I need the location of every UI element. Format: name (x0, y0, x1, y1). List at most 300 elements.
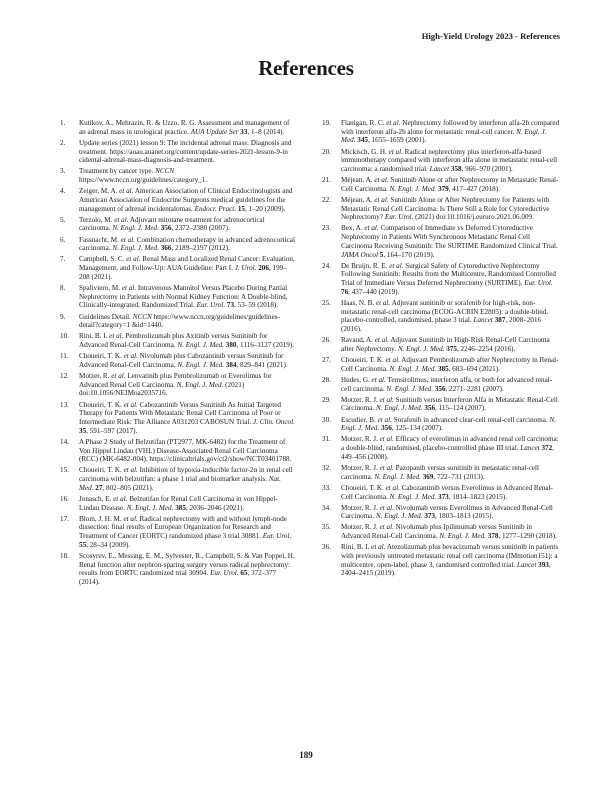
reference-title: Sunitinib Alone or After Nephrectomy for Patients with Metastatic Renal Cell Carcinoma: Is There Still a Role for Cytoreductive Nephrectomy? (341, 195, 550, 222)
reference-item (60, 119, 295, 136)
reference-title: Inhibition of hypoxia-inducible factor-2α in renal cell carcinoma with belzutifan: a phase 1 trial and biomarker analysis. (79, 466, 293, 484)
reference-number: 16. (60, 494, 69, 503)
reference-number: 20. (322, 147, 331, 156)
reference-number: 6. (60, 235, 66, 244)
reference-text (341, 435, 560, 461)
reference-volume: 369 (422, 472, 434, 481)
reference-et-al: et al. (111, 371, 126, 380)
reference-text (341, 543, 560, 578)
reference-text (79, 236, 295, 253)
reference-item (60, 466, 295, 492)
reference-text (341, 523, 560, 540)
reference-journal: Eur. Urol. (524, 279, 553, 288)
reference-number: 7. (60, 255, 66, 264)
reference-et-al: et al. (119, 187, 134, 196)
running-header: High-Yield Urology 2023 - References (421, 31, 560, 41)
reference-et-al: et al. (386, 119, 401, 127)
reference-number: 34. (322, 503, 331, 512)
reference-item (60, 255, 295, 281)
reference-text (341, 356, 560, 373)
reference-volume: 379 (438, 184, 449, 193)
reference-volume: 76 (341, 287, 349, 296)
reference-authors-title: Fassnacht, M. (79, 235, 121, 244)
reference-authors-title: Terzolo, M. (79, 215, 115, 224)
reference-et-al: et al. (123, 352, 138, 361)
reference-pages-year: , 1655–1659 (2001). (368, 136, 427, 145)
reference-pages-year: , 1277–1290 (2018). (498, 532, 557, 541)
reference-item (60, 167, 295, 184)
reference-text (79, 119, 295, 136)
reference-et-al: et al. (379, 503, 394, 512)
reference-journal: N. Engl. J. Med. (374, 472, 421, 481)
reference-journal: N. Engl. J. Med. (439, 532, 486, 541)
reference-journal: N. Engl. J. Med. (112, 244, 159, 253)
reference-item (322, 176, 560, 193)
reference-et-al: et al. (121, 283, 137, 292)
reference-title: Temsirolimus, interferon alfa, or both for advanced renal-cell carcinoma. (341, 375, 553, 393)
reference-et-al: et al. (109, 332, 124, 341)
reference-item (60, 284, 295, 310)
reference-volume: 356 (381, 424, 392, 433)
references-column-left (60, 119, 295, 589)
reference-text (79, 401, 295, 436)
reference-text (341, 299, 560, 334)
reference-volume: 373 (438, 492, 449, 501)
reference-pages-year: https://www.nccn.org/guidelines/category_1. (79, 176, 208, 185)
reference-number: 35. (322, 523, 331, 532)
reference-number: 12. (60, 371, 69, 380)
reference-volume: 373 (424, 512, 436, 521)
reference-title: Nivolumab plus Cabozantinib versus Sunitinib for Advanced Renal-Cell Carcinoma. (79, 352, 284, 369)
reference-text (341, 262, 560, 297)
reference-authors-title: Kutikov, A., Mehrazin, R. & Uzzo, R. G. Assessment and management of an adrenal mass in urological practice. (79, 119, 290, 136)
reference-journal: N. Engl. J. Med. (386, 384, 434, 393)
reference-pages-year: , 125–134 (2007). (391, 424, 443, 433)
reference-title: Renal Mass and Localized Renal Cancer: Evaluation, Management, and Follow-Up: AUA Guideline: Part I. (79, 255, 295, 273)
reference-item (60, 372, 295, 398)
reference-text (341, 376, 560, 393)
reference-title: Cabozantinib versus Everolimus in Advanced Renal-Cell Carcinoma. (341, 483, 553, 501)
reference-number: 28. (322, 375, 331, 384)
reference-item (322, 396, 560, 413)
reference-text (341, 396, 560, 413)
reference-pages-year: , 417–427 (2018). (448, 184, 500, 193)
reference-journal: N. Engl. J. Med. (375, 404, 423, 413)
reference-number: 26. (322, 336, 331, 345)
reference-item (60, 552, 295, 587)
reference-et-al: et al. (374, 176, 389, 185)
reference-authors-title: Scosyrev, E., Messing, E. M., Sylvester, R., Campbell, S. & Van Poppel, H. Renal function after nephron-sparing surgery versus radical nephrectomy: results from EORTC randomized trial 30904. (79, 551, 295, 578)
reference-authors-title: Spaliviero, M. (79, 283, 122, 292)
reference-volume: 384 (225, 360, 237, 369)
reference-text (79, 255, 295, 281)
reference-item (322, 299, 560, 334)
reference-pages-year: , 966–970 (2001). (461, 164, 513, 173)
reference-number: 18. (60, 551, 69, 560)
reference-text (341, 196, 560, 222)
reference-text (341, 119, 560, 145)
reference-authors-title: Motzer, R. J. (341, 523, 380, 532)
reference-authors-title: Motzer, R. J. (341, 395, 380, 404)
reference-item (60, 216, 295, 233)
reference-text (341, 148, 560, 174)
reference-authors-title: Rini, B. I. (341, 543, 372, 552)
reference-item (322, 336, 560, 353)
reference-number: 21. (322, 176, 331, 185)
reference-number: 33. (322, 483, 331, 492)
reference-et-al: et al. (114, 215, 129, 224)
reference-item (322, 484, 560, 501)
reference-pages-year: , 2008–2016 (2016). (341, 316, 542, 334)
reference-journal: N. Engl. J. Med. (176, 380, 224, 389)
reference-number: 11. (60, 352, 69, 361)
reference-pages-year: , 115–124 (2007). (435, 404, 486, 413)
reference-number: 8. (60, 283, 66, 292)
reference-pages-year: , 1803–1813 (2015). (435, 512, 494, 521)
reference-journal: Lancet (429, 164, 450, 173)
reference-item (322, 119, 560, 145)
reference-et-al: et al. (374, 336, 389, 345)
reference-journal: J. Clin. Oncol. (253, 417, 295, 426)
reference-journal: Lancet (516, 560, 537, 569)
reference-et-al: et al. (371, 543, 386, 552)
reference-title: Pazopanib versus sunitinib in metastatic renal-cell carcinoma. (341, 463, 540, 481)
reference-item (322, 464, 560, 481)
reference-title: Lenvatinib plus Pembrolizumab or Everolimus for Advanced Renal Cell Carcinoma. (79, 371, 272, 389)
reference-item (322, 262, 560, 297)
reference-volume: 27 (95, 483, 103, 492)
reference-volume: 387 (494, 316, 506, 325)
reference-number: 15. (60, 466, 69, 475)
reference-volume: 33 (240, 127, 248, 136)
reference-title: Radical nephrectomy plus interferon-alfa-based immunotherapy compared with interferon alfa alone in metastatic renal-cell carcinoma: a randomised trial. (341, 147, 558, 173)
reference-title: Sorafenib in advanced clear-cell renal-cell carcinoma. (391, 415, 550, 424)
reference-title: Pembrolizumab plus Axitinib versus Sunitinib for Advanced Renal-Cell Carcinoma. (79, 332, 268, 350)
reference-title: Cabozantinib Versus Sunitinib As Initial Targeted Therapy for Patients With Metastatic Renal Cell Carcinoma of Poor or Intermediate Risk: The Alliance A031203 CABOSUN Trial. (79, 400, 281, 426)
reference-item (60, 187, 295, 213)
reference-et-al: et al. (388, 147, 403, 156)
reference-pages-year: , 2271–2281 (2007). (445, 384, 504, 393)
reference-authors-title: Méjean, A. (341, 176, 375, 185)
reference-volume: 206 (258, 264, 269, 273)
reference-journal: Eur. Urol. (262, 532, 292, 541)
reference-number: 36. (322, 543, 331, 552)
reference-authors-title: Choueiri, T. K. (341, 356, 386, 365)
reference-journal: Endocr. Pract. (194, 204, 237, 213)
reference-pages-year: , 2372–2380 (2007). (171, 224, 230, 233)
reference-authors-title: Blom, J. H. M. (79, 514, 124, 523)
reference-volume: 358 (450, 164, 462, 173)
reference-et-al: et al. (123, 514, 138, 523)
reference-number: 14. (60, 437, 69, 446)
reference-authors-title: Flanigan, R. C. (341, 119, 387, 127)
reference-volume: 380 (225, 341, 237, 350)
reference-et-al: et al. (379, 523, 394, 532)
reference-number: 17. (60, 514, 69, 523)
page-title: References (258, 56, 354, 80)
reference-pages-year: , 199–208 (2021). (79, 264, 287, 281)
reference-title: Nephrectomy followed by interferon alfa-2b compared with interferon alfa-2b alone for metastatic renal-cell cancer. (341, 119, 560, 136)
reference-authors-title: A Phase 2 Study of Belzutifan (PT2977, MK-6482) for the Treatment of Von Hippel Lindau (VHL) Disease-Associated Renal Cell Carcinoma (RCC) (MK-6482-004). https://clinicaltrials.gov/ct2/show/NCT03401788. (79, 437, 292, 464)
reference-text (341, 336, 560, 353)
reference-journal: Nat. Med. (79, 475, 281, 492)
reference-item (322, 148, 560, 174)
reference-pages-year: , 1–20 (2009). (244, 204, 286, 213)
reference-pages-year: , 1814–1823 (2015). (448, 492, 508, 501)
reference-item (60, 515, 295, 550)
reference-journal: N. Engl. J. Med. (397, 344, 445, 353)
reference-number: 5. (60, 215, 66, 224)
reference-et-al: et al. (385, 356, 400, 365)
reference-authors-title: Méjean, A. (341, 195, 375, 204)
reference-text (79, 332, 295, 349)
reference-item (322, 356, 560, 373)
reference-number: 31. (322, 435, 331, 444)
reference-journal: N. Engl. J. Med. (112, 224, 159, 233)
reference-text (341, 224, 560, 259)
reference-text (79, 438, 295, 464)
reference-volume: 345 (357, 136, 368, 145)
reference-et-al: et al. (379, 435, 394, 444)
reference-title: Radical nephrectomy with and without lymph-node dissection: final results of European Organization for Research and Treatment of Cancer (EORTC) randomized phase 3 trial 30881. (79, 514, 287, 541)
reference-pages-year: , 1116–1127 (2019). (236, 341, 294, 350)
references-column-right (322, 119, 560, 581)
reference-item (322, 224, 560, 259)
reference-et-al: et al. (364, 224, 379, 233)
reference-text (79, 352, 295, 369)
reference-volume: 356 (160, 224, 172, 233)
reference-et-al: et al. (113, 494, 128, 503)
reference-text (341, 484, 560, 501)
reference-pages-year: , 722–731 (2013). (433, 472, 485, 481)
reference-et-al: et al. (123, 466, 138, 475)
reference-volume: 55 (79, 540, 87, 549)
reference-journal: N. Engl. J. Med. (375, 512, 423, 521)
reference-authors-title: Treatment by cancer type. (79, 167, 156, 176)
reference-item (60, 352, 295, 369)
reference-pages-year: , 2404–2415 (2019). (341, 560, 551, 578)
reference-item (60, 139, 295, 165)
reference-authors-title: Motzer, R. (79, 371, 112, 380)
reference-et-al: et al. (120, 235, 135, 244)
reference-title: Combination chemotherapy in advanced adrenocortical carcinoma. (79, 235, 295, 253)
reference-et-al: et al. (375, 299, 391, 307)
reference-text (341, 464, 560, 481)
reference-authors-title: De Bruijn, R. E. (341, 261, 390, 270)
reference-et-al: et al. (379, 463, 394, 472)
reference-number: 1. (60, 119, 66, 127)
reference-number: 32. (322, 463, 331, 472)
reference-et-al: et al. (374, 195, 389, 204)
reference-item (60, 313, 295, 330)
reference-volume: 366 (160, 244, 172, 253)
reference-journal: Lancet (520, 444, 540, 453)
reference-pages-year: , 53–59 (2018). (234, 301, 279, 310)
reference-volume: 356 (434, 384, 446, 393)
reference-pages-year: , 437–440 (2019). (348, 287, 400, 296)
reference-number: 10. (60, 332, 69, 341)
reference-title: Adjuvant mitotane treatment for adrenocortical carcinoma. (79, 215, 265, 233)
reference-journal: N. Engl. J. Med. (177, 341, 224, 350)
reference-number: 19. (322, 119, 331, 127)
reference-pages-year: , 829–841 (2021). (236, 360, 288, 369)
reference-journal: J. Urol. (234, 264, 257, 273)
reference-item (60, 236, 295, 253)
reference-journal: AUA Update Ser (190, 127, 239, 136)
reference-et-al: et al. (389, 261, 404, 270)
reference-volume: 65 (240, 569, 248, 578)
reference-authors-title: Hudes, G. (341, 375, 372, 384)
reference-journal: N. Engl. J. Med. (341, 415, 557, 433)
reference-text (341, 416, 560, 433)
reference-et-al: et al. (371, 375, 386, 384)
reference-text (341, 504, 560, 521)
reference-journal: Lancet (473, 316, 493, 325)
reference-text (79, 466, 295, 492)
reference-title: Surgical Safety of Cytoreductive Nephrectomy Following Sunitinib: Results from the Multicentre, Randomised Controlled Trial of Immediate Versus Deferred Nephrectomy (SURTIME). (341, 261, 557, 288)
reference-pages-year: , 2246–2254 (2016). (456, 344, 516, 353)
reference-number: 13. (60, 400, 69, 409)
reference-authors-title: Bex, A. (341, 224, 365, 233)
reference-item (322, 523, 560, 540)
reference-pages-year: , 164–170 (2019). (383, 250, 435, 259)
reference-number: 2. (60, 138, 66, 147)
reference-journal: N. Engl. J. Med. (126, 503, 174, 512)
reference-pages-year: , 2189–2197 (2012). (171, 244, 230, 253)
reference-authors-title: Zeiger, M. A. (79, 187, 120, 196)
reference-number: 29. (322, 395, 331, 404)
reference-pages-year: , 2036–2046 (2021). (185, 503, 245, 512)
reference-text (79, 167, 295, 184)
reference-pages-year: , 372–377 (2014). (79, 569, 277, 587)
reference-authors-title: Escudier, B. (341, 415, 378, 424)
reference-number: 22. (322, 195, 331, 204)
reference-title: Comparison of Immediate vs Deferred Cytoreductive Nephrectomy in Patients With Synchronous Metastatic Renal Cell Carcinoma Receiving Sunitinib: The SURTIME Randomized Clinical Trial. (341, 224, 558, 250)
reference-authors-title: Rini, B. I. (79, 332, 110, 341)
reference-et-al: et al. (126, 255, 141, 264)
reference-pages-year: , 28–34 (2009). (86, 540, 131, 549)
reference-number: 24. (322, 261, 331, 270)
reference-title: Adjuvant Sunitinib in High-Risk Renal-Cell Carcinoma after Nephrectomy. (341, 336, 550, 353)
reference-journal: N. Engl. J. Med. (389, 364, 437, 373)
reference-number: 25. (322, 299, 331, 307)
reference-authors-title: Motzer, R. J. (341, 503, 380, 512)
reference-number: 9. (60, 312, 66, 321)
reference-journal: NCCN (155, 167, 175, 176)
reference-pages-year: , 683–694 (2021). (448, 364, 500, 373)
reference-volume: 35 (79, 426, 87, 435)
reference-pages-year: (2021) doi:10.1056/NEJMoa2035716. (79, 380, 245, 398)
reference-authors-title: Choueiri, T. K. (79, 400, 124, 409)
reference-text (79, 216, 295, 233)
reference-number: 27. (322, 356, 331, 365)
reference-authors-title: Update series (2021) lesson 9: The incidental adrenal mass: Diagnosis and treatment. https://auau.auanet.org/content/update-series-2021-lesson-9-in cidental-adrenal-mass-diagnosis-and-treatment. (79, 138, 292, 165)
reference-text (79, 515, 295, 550)
reference-number: 4. (60, 187, 66, 196)
reference-authors-title: Haas, N. B. (341, 299, 376, 307)
reference-number: 23. (322, 224, 331, 233)
reference-text (79, 187, 295, 213)
reference-volume: 372 (541, 444, 553, 453)
reference-volume: 5 (379, 250, 384, 259)
reference-pages-year: (2021) doi:10.1016/j.eururo.2021.06.009. (413, 213, 534, 222)
reference-item (60, 401, 295, 436)
reference-title: Adjuvant Pembrolizumab after Nephrectomy in Renal-Cell Carcinoma. (341, 356, 559, 373)
reference-text (79, 552, 295, 587)
reference-item (322, 543, 560, 578)
reference-journal: N. Engl. J. Med. (389, 492, 437, 501)
reference-title: Nivolumab plus Ipilimumab versus Sunitinib in Advanced Renal-Cell Carcinoma. (341, 523, 532, 541)
reference-text (79, 372, 295, 398)
reference-volume: 385 (175, 503, 186, 512)
reference-item (322, 435, 560, 461)
reference-journal: N. Engl. J. Med. (177, 360, 224, 369)
reference-authors-title: Choueiri, T. K. (79, 466, 124, 475)
reference-volume: 385 (438, 364, 449, 373)
reference-title: Adjuvant sunitinib or sorafenib for high-risk, non-metastatic renal-cell carcinoma (ECOG-ACRIN E2805): a double-blind, placebo-controlled, randomised, phase 3 trial. (341, 299, 549, 325)
reference-title: Efficacy of everolimus in advanced renal cell carcinoma: a double-blind, randomised, placebo-controlled phase III trial. (341, 435, 559, 453)
reference-et-al: et al. (385, 483, 400, 492)
reference-number: 30. (322, 415, 331, 424)
reference-volume: 73 (226, 301, 235, 310)
reference-pages-year: https://www.nccn.org/guidelines/guidelines-detail?category=1 &id=1440. (79, 312, 280, 330)
reference-item (60, 438, 295, 464)
reference-item (322, 196, 560, 222)
reference-title: Atezolizumab plus bevacizumab versus sunitinib in patients with previously untreated metastatic renal cell carcinoma (IMmotion151): a multicentre, open-label, phase 3, randomised controlled trial. (341, 543, 559, 569)
reference-authors-title: Jonasch, E. (79, 494, 114, 503)
reference-item (60, 495, 295, 512)
reference-volume: 378 (487, 532, 499, 541)
reference-pages-year: , 1–8 (2014). (247, 127, 285, 136)
reference-journal: Eur. Urol. (196, 301, 226, 310)
reference-volume: 375 (446, 344, 457, 353)
reference-pages-year: , 449–456 (2008). (341, 444, 554, 461)
reference-text (79, 313, 295, 330)
reference-journal: NCCN (132, 312, 152, 321)
reference-item (322, 416, 560, 433)
reference-authors-title: Motzer, R. J. (341, 435, 380, 444)
reference-authors-title: Guidelines Detail. (79, 312, 133, 321)
reference-title: Belzutifan for Renal Cell Carcinoma in von Hippel-Lindau Disease. (79, 494, 278, 512)
reference-title: Nivolumab versus Everolimus in Advanced Renal-Cell Carcinoma. (341, 503, 553, 521)
reference-authors-title: Mickisch, G. H. (341, 147, 389, 156)
reference-pages-year: , 591–597 (2017). (86, 426, 138, 435)
reference-text (79, 284, 295, 310)
reference-item (60, 332, 295, 349)
reference-authors-title: Campbell, S. C. (79, 255, 127, 264)
page-number: 189 (299, 750, 313, 760)
reference-authors-title: Motzer, R. J. (341, 463, 380, 472)
reference-journal: N. Engl. J. Med. (341, 127, 547, 145)
reference-title: Sunitinib versus Interferon Alfa in Metastatic Renal-Cell Carcinoma. (341, 395, 558, 413)
reference-journal: Eur. Urol. (210, 569, 239, 578)
reference-pages-year: , 802–805 (2021). (102, 483, 154, 492)
reference-journal: N. Engl. J. Med. (389, 184, 437, 193)
reference-et-al: et al. (379, 395, 394, 404)
reference-text (341, 176, 560, 193)
reference-text (79, 495, 295, 512)
reference-et-al: et al. (377, 415, 392, 424)
reference-title: Intravenous Mannitol Versus Placebo During Partial Nephrectomy in Patients with Normal Kidney Function: A Double-blind, Clinically-integrated, Randomized Trial. (79, 283, 288, 310)
reference-item (322, 376, 560, 393)
reference-number: 3. (60, 167, 66, 176)
reference-text (79, 139, 295, 165)
reference-et-al: et al. (123, 400, 138, 409)
reference-volume: 15 (237, 204, 245, 213)
reference-authors-title: Choueiri, T. K. (341, 483, 386, 492)
reference-journal: Eur. Urol. (384, 213, 414, 222)
reference-item (322, 504, 560, 521)
